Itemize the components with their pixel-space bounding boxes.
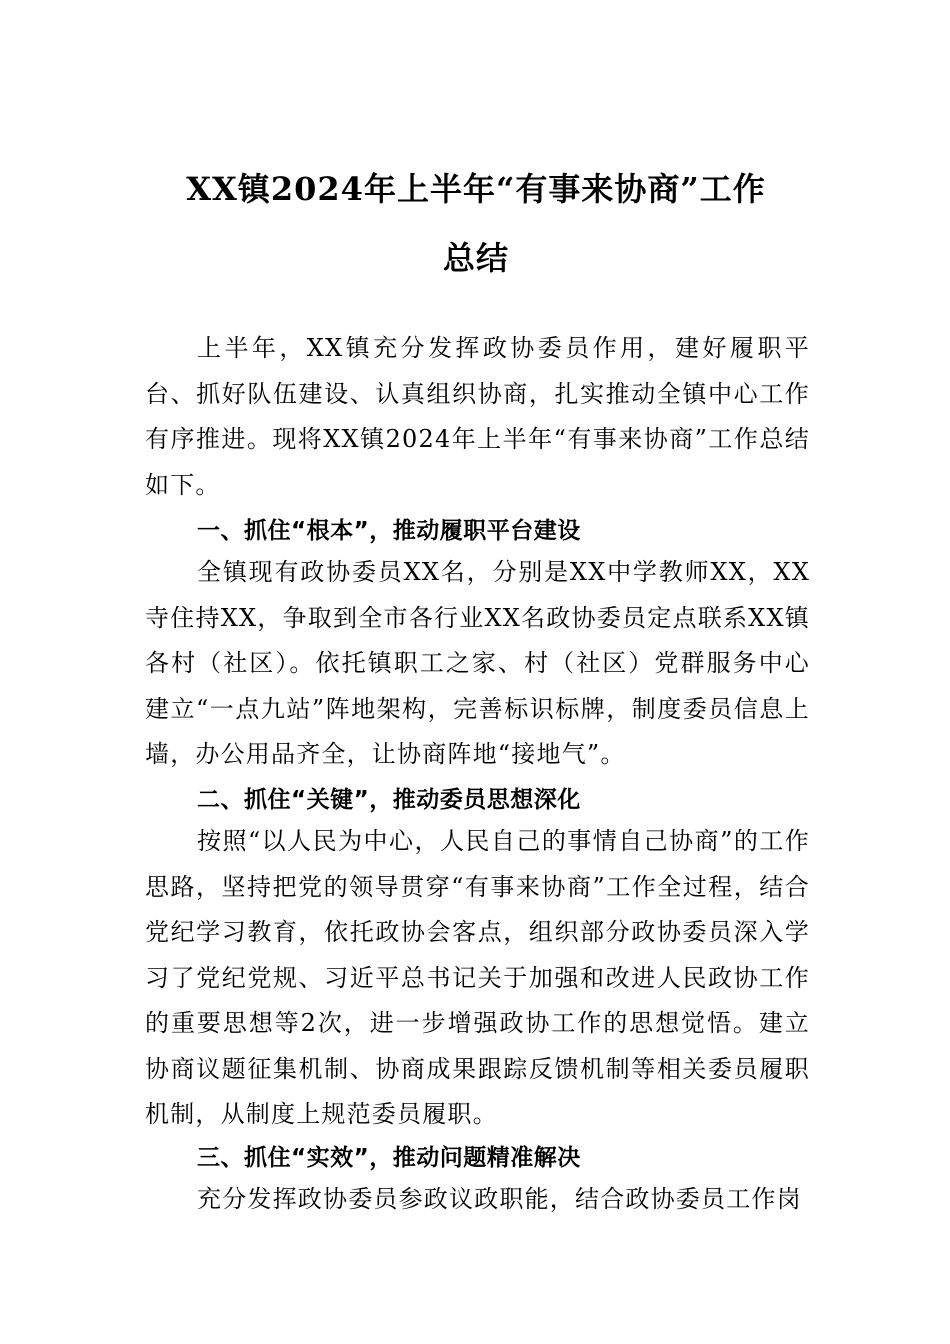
section-2-heading: 二、抓住“关键”，推动委员思想深化 [197,787,581,813]
intro-paragraph: 上半年，XX镇充分发挥政协委员作用，建好履职平台、抓好队伍建设、认真组织协商，扎实推动全镇中心工作有序推进。现将XX镇2024年上半年“有事来协商”工作总结如下。 [145,334,810,499]
document-title-line-1: XX镇2024年上半年“有事来协商”工作 [186,170,766,208]
section-3-paragraph: 充分发挥政协委员参政议政职能，结合政协委员工作岗 [197,1185,802,1213]
section-2-paragraph: 按照“以人民为中心，人民自己的事情自己协商”的工作思路，坚持把党的领导贯穿“有事来协商”工作全过程，结合党纪学习教育，依托政协会客点，组织部分政协委员深入学习了党纪党规、习近平总书记关于加强和改进人民政协工作的重要思想等2次，进一步增强政协工作的思想觉悟。建立协商议题征集机制、协商成果跟踪反馈机制等相关委员履职机制，从制度上规范委员履职。 [145,827,810,1128]
section-1-heading: 一、抓住“根本”，推动履职平台建设 [197,518,581,544]
section-1-paragraph: 全镇现有政协委员XX名，分别是XX中学教师XX，XX寺住持XX，争取到全市各行业XX名政协委员定点联系XX镇各村（社区）。依托镇职工之家、村（社区）党群服务中心建立“一点九站”阵地架构，完善标识标牌，制度委员信息上墙，办公用品齐全，让协商阵地“接地气”。 [145,558,810,768]
document-title-line-2: 总结 [442,239,509,277]
section-3-heading: 三、抓住“实效”，推动问题精准解决 [197,1145,581,1171]
